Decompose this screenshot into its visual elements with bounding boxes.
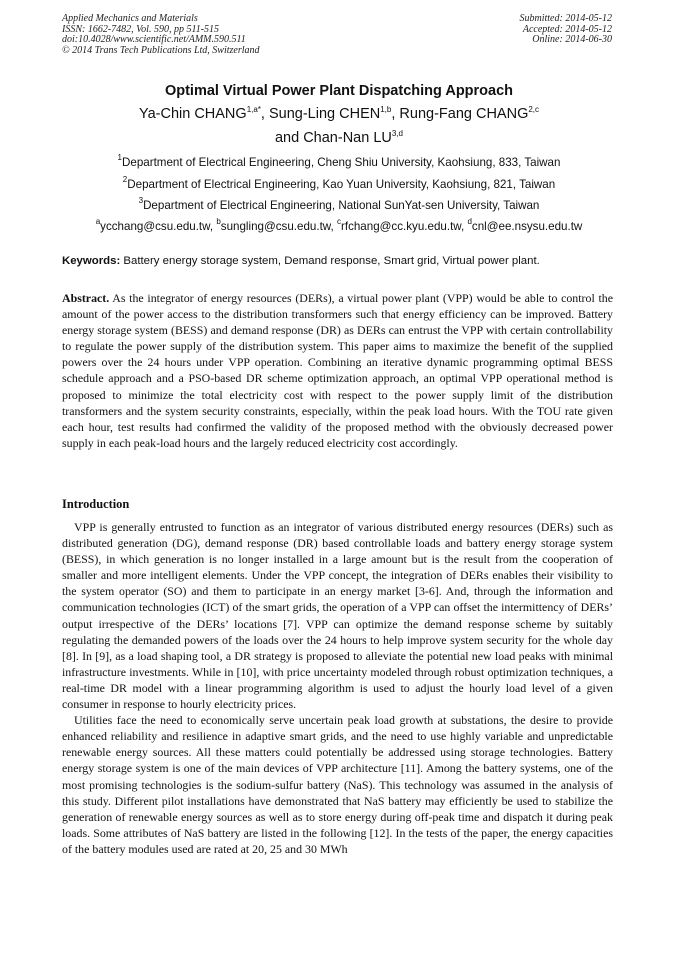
email-link[interactable]: ycchang@csu.edu.tw, [100, 220, 217, 233]
journal-name: Applied Mechanics and Materials [62, 13, 198, 24]
section-heading: Introduction [62, 497, 130, 511]
author-name: Rung-Fang CHANG [399, 106, 529, 122]
affiliation [0, 153, 678, 169]
email-superscript: d [467, 217, 472, 226]
doi-line: doi:10.4028/www.scientific.net/AMM.590.511 [62, 34, 246, 46]
keywords-text: Battery energy storage system, Demand response, Smart grid, Virtual power plant. [123, 255, 540, 267]
affiliation [0, 175, 678, 191]
author-superscript: 2,c [528, 105, 540, 114]
journal-info [62, 14, 260, 56]
affiliation-text: Department of Electrical Engineering, Kao Yuan University, Kaohsiung, 821, Taiwan [127, 178, 556, 191]
email-superscript: a [95, 217, 101, 226]
keywords [62, 255, 622, 267]
issn-line: ISSN: 1662-7482, Vol. 590, pp 511-515 [62, 23, 220, 35]
abstract [62, 290, 613, 451]
publication-dates [520, 14, 613, 46]
author-separator: , [260, 106, 269, 122]
author-separator: , [391, 106, 400, 122]
abstract-label: Abstract. [62, 291, 110, 305]
affiliation-superscript: 2 [122, 175, 128, 184]
introduction-body [62, 519, 613, 857]
keywords-label: Keywords: [62, 255, 121, 267]
affiliation-superscript: 3 [138, 196, 144, 205]
author-emails [0, 217, 678, 233]
paragraph: VPP is generally entrusted to function as an integrator of various distributed energy resources (DERs) such as distributed generation (DG), demand response (DR) based controllable loads and battery energy storage system (BESS), in which generation is no longer installed in a large amount but is the result from the cooperation of smaller and more intelligent elements. Under the VPP concept, the integration of DERs enables their visibility to the system operator (SO) and them to participate in an energy market [3-6]. And, through the information and communication technologies (ICT) of the smart grids, the operation of a VPP can offset the intermittency of DERs’ output irrespective of the DERs’ locations [7]. VPP can optimize the demand response scheme by suitably regulating the demanded powers of the loads over the 24 hours to help improve system security for the whole day [8]. In [9], as a load shaping tool, a DR strategy is proposed to alleviate the potential new load peaks with minimal infrastructure investments. While in [10], with price uncertainty modeled through robust optimization techniques, a real-time DR model with a linear programming algorithm is used to adjust the hourly load level of a given consumer in response to hourly electricity prices. [62, 520, 613, 712]
email-link[interactable]: sungling@csu.edu.tw, [220, 220, 337, 233]
author-line-2 [0, 130, 678, 146]
paper-title: Optimal Virtual Power Plant Dispatching Approach [164, 83, 514, 99]
author-superscript: 1,b [380, 105, 392, 114]
copyright-line: © 2014 Trans Tech Publications Ltd, Switzerland [62, 44, 260, 56]
accepted-date: Accepted: 2014-05-12 [522, 23, 612, 35]
email-superscript: b [216, 217, 221, 226]
submitted-date: Submitted: 2014-05-12 [519, 13, 612, 24]
affiliation-text: Department of Electrical Engineering, Cheng Shiu University, Kaohsiung, 833, Taiwan [122, 156, 561, 169]
affiliation-superscript: 1 [117, 153, 122, 162]
email-superscript: c [336, 217, 341, 226]
author-name: Ya-Chin CHANG [138, 106, 247, 122]
email-link[interactable]: cnl@ee.nsysu.edu.tw [471, 220, 583, 233]
email-link[interactable]: rfchang@cc.kyu.edu.tw, [340, 220, 468, 233]
author-line-1 [0, 106, 678, 122]
author-superscript: 1,a* [246, 105, 261, 114]
paragraph: Utilities face the need to economically serve uncertain peak load growth at substations, the desire to provide enhanced reliability and resilience in adaptive smart grids, and the need to use highly variable and unpredictable renewable energy sources. All these matters could potentially be addressed using storage technologies. Battery energy storage system is one of the main devices of VPP architecture [11]. Among the battery systems, one of the most promising technologies is the sodium-sulfur battery (NaS). This technology was assumed in the analysis of this study. Different pilot installations have demonstrated that NaS battery may efficiently be used to stabilize the generation of renewable energy sources as well as to store energy during off-peak time and dispatch it during peak loads. Some attributes of NaS battery are listed in the following [12]. In the tests of the paper, the energy capacities of the battery modules used are rated at 20, 25 and 30 MWh [62, 713, 613, 856]
author-name: and Chan-Nan LU [274, 130, 392, 146]
author-superscript: 3,d [391, 129, 403, 138]
online-date: Online: 2014-06-30 [532, 34, 612, 46]
affiliation [0, 196, 678, 212]
affiliation-text: Department of Electrical Engineering, National SunYat-sen University, Taiwan [143, 199, 540, 212]
author-name: Sung-Ling CHEN [268, 106, 381, 122]
abstract-text: As the integrator of energy resources (DERs), a virtual power plant (VPP) would be able to control the amount of the power access to the distribution transformers such that energy efficiency can be improved. Battery energy storage system (BESS) and demand response (DR) as DERs can entrust the VPP with certain controllability to regulate the power supply of the distribution system. This paper aims to maximize the benefit of the supplied powers over the 24 hours under VPP operation. Combining an iterative dynamic programming optimal BESS schedule approach and a PSO-based DR scheme optimization approach, an optimal VPP operational method is proposed to minimize the total electricity cost with respect to the power supply limit of the distribution transformers and the system security constraints, especially, within the peak load hours. With the TOU rate given each hour, test results had confirmed the validity of the proposed method with the obviously decreased power supply in each peak-load hours and the largely reduced electricity cost accordingly. [62, 291, 613, 450]
